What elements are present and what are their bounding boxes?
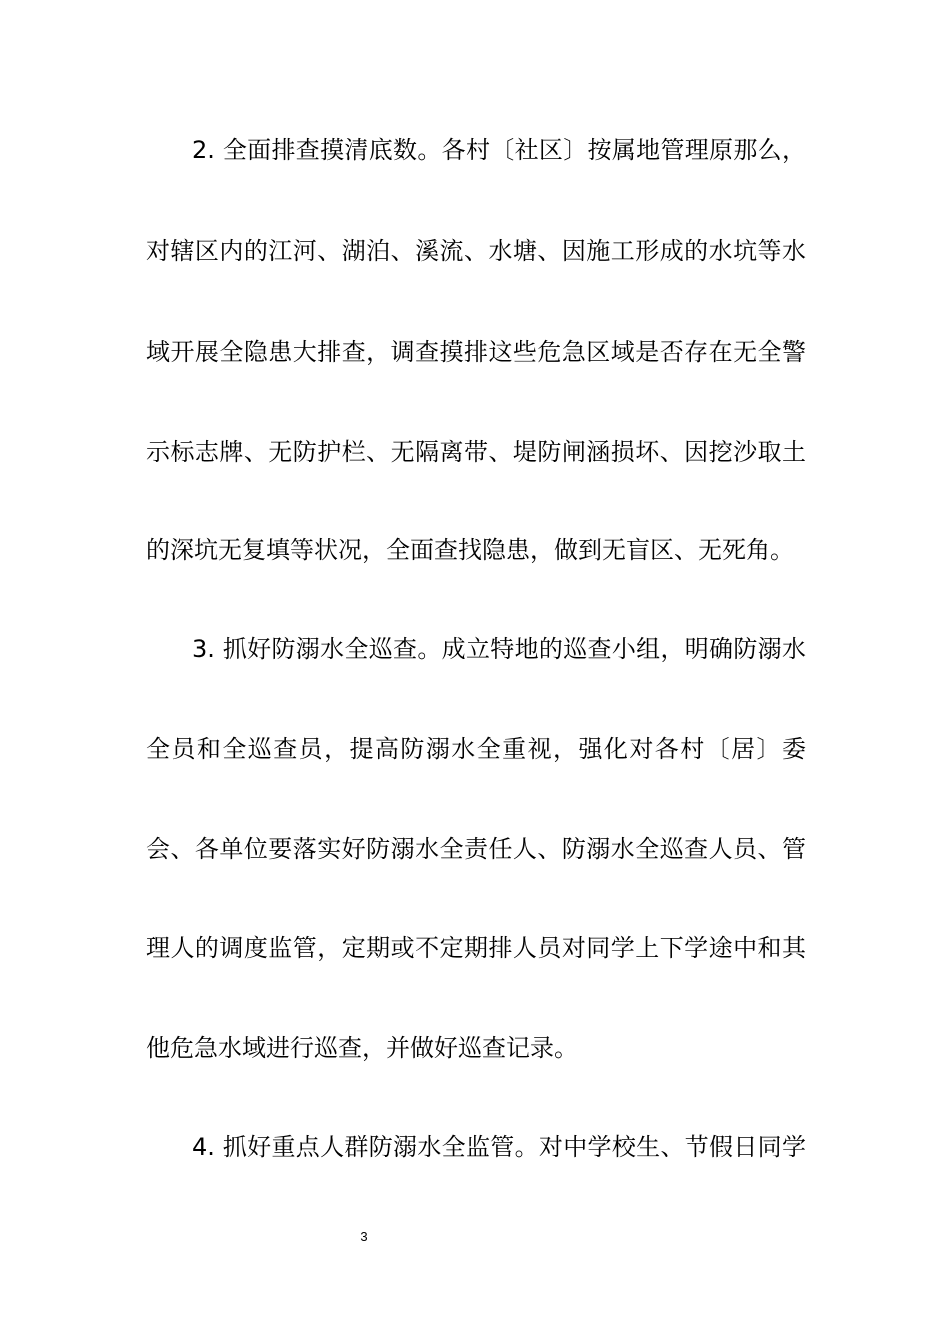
paragraph-2-line-5: 的深坑无复填等状况，全面查找隐患，做到无盲区、无死角。 bbox=[146, 536, 794, 564]
paragraph-3-line-1: 3. 抓好防溺水全巡查。成立特地的巡查小组，明确防溺水 bbox=[192, 635, 806, 663]
paragraph-2-line-3: 域开展全隐患大排查，调查摸排这些危急区域是否存在无全警 bbox=[146, 338, 806, 366]
paragraph-2-line-2: 对辖区内的江河、湖泊、溪流、水塘、因施工形成的水坑等水 bbox=[146, 237, 806, 265]
paragraph-3-line-3: 会、各单位要落实好防溺水全责任人、防溺水全巡查人员、管 bbox=[146, 835, 806, 863]
paragraph-3-line-2: 全员和全巡查员，提高防溺水全重视，强化对各村〔居〕委 bbox=[146, 735, 806, 763]
page-number: 3 bbox=[360, 1229, 368, 1244]
paragraph-4-line-1: 4. 抓好重点人群防溺水全监管。对中学校生、节假日同学 bbox=[192, 1133, 806, 1161]
paragraph-3-line-4: 理人的调度监管，定期或不定期排人员对同学上下学途中和其 bbox=[146, 934, 806, 962]
paragraph-3-line-5: 他危急水域进行巡查，并做好巡查记录。 bbox=[146, 1034, 578, 1062]
paragraph-2-line-4: 示标志牌、无防护栏、无隔离带、堤防闸涵损坏、因挖沙取土 bbox=[146, 438, 806, 466]
paragraph-2-line-1: 2. 全面排查摸清底数。各村〔社区〕按属地管理原那么， bbox=[192, 136, 806, 164]
